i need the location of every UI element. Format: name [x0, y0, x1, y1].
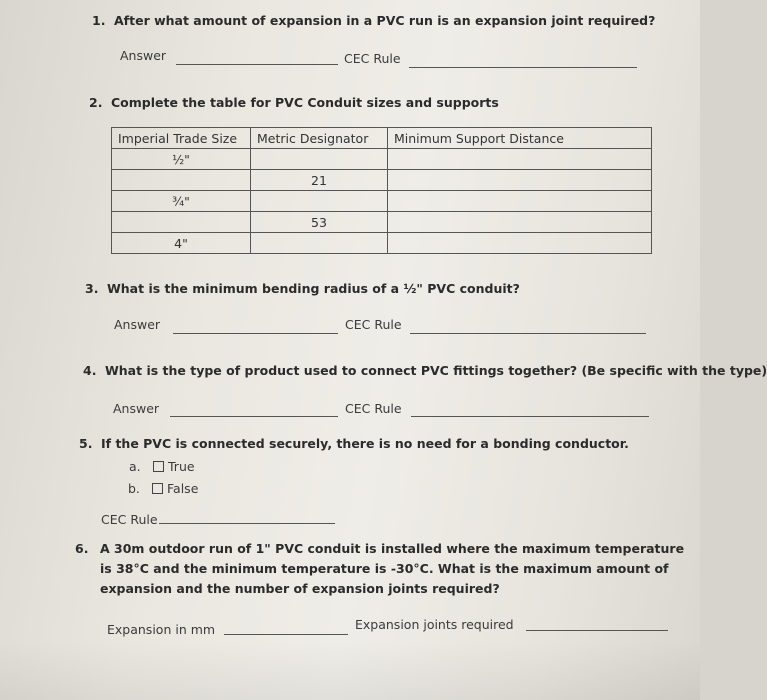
table-cell[interactable] [388, 233, 652, 254]
table-cell[interactable] [251, 233, 388, 254]
question-3-text: What is the minimum bending radius of a ½" PVC conduit? [107, 281, 520, 296]
question-2-number: 2. [89, 95, 103, 110]
q1-cec-label: CEC Rule [344, 51, 401, 66]
question-6-text: A 30m outdoor run of 1" PVC conduit is installed where the maximum temperature is 38°C and the minimum temperature is -30°C. What is the maximum amount of expansion and the number of expansion joints required? [100, 541, 685, 596]
table-cell[interactable] [388, 149, 652, 170]
question-6-number: 6. [75, 541, 89, 556]
conduit-support-table [111, 127, 652, 254]
q5-cec-label: CEC Rule [101, 512, 158, 527]
q3-cec-line[interactable] [410, 333, 646, 334]
table-cell[interactable]: ¾" [112, 191, 251, 212]
table-cell[interactable] [112, 170, 251, 191]
q6-joints-label: Expansion joints required [355, 617, 514, 632]
question-4 [83, 363, 767, 378]
table-cell[interactable] [251, 191, 388, 212]
table-cell[interactable]: 53 [251, 212, 388, 233]
header-minimum-support-distance: Minimum Support Distance [388, 128, 652, 149]
table-cell[interactable] [388, 191, 652, 212]
question-3 [85, 281, 520, 296]
question-6 [75, 539, 685, 599]
table-row [112, 191, 652, 212]
q5-cec-line[interactable] [159, 523, 335, 524]
question-3-number: 3. [85, 281, 99, 296]
header-metric-designator: Metric Designator [251, 128, 388, 149]
question-4-number: 4. [83, 363, 97, 378]
table-header-row [112, 128, 652, 149]
q5-option-b[interactable] [128, 481, 198, 496]
table-row [112, 170, 652, 191]
question-2-text: Complete the table for PVC Conduit sizes and supports [111, 95, 499, 110]
q5-option-b-letter: b. [128, 481, 140, 496]
table-row [112, 149, 652, 170]
table-row [112, 212, 652, 233]
checkbox-false[interactable] [152, 483, 163, 494]
q6-expansion-line[interactable] [224, 634, 348, 635]
q3-answer-label: Answer [114, 317, 161, 332]
question-4-text: What is the type of product used to connect PVC fittings together? (Be specific with the type) [105, 363, 767, 378]
q1-cec-line[interactable] [409, 67, 637, 68]
q6-joints-line[interactable] [526, 630, 668, 631]
table-cell[interactable]: 21 [251, 170, 388, 191]
question-5 [79, 436, 629, 451]
table-cell[interactable]: ½" [112, 149, 251, 170]
table-cell[interactable]: 4" [112, 233, 251, 254]
q5-option-a[interactable] [129, 459, 195, 474]
q5-option-a-letter: a. [129, 459, 141, 474]
question-2 [89, 95, 499, 110]
q5-option-a-label: True [168, 459, 195, 474]
question-1-text: After what amount of expansion in a PVC run is an expansion joint required? [114, 13, 656, 28]
q5-option-b-label: False [167, 481, 199, 496]
table-cell[interactable] [251, 149, 388, 170]
q1-answer-line[interactable] [176, 64, 338, 65]
q4-cec-label: CEC Rule [345, 401, 402, 416]
question-1 [92, 13, 655, 28]
q4-answer-line[interactable] [170, 416, 338, 417]
q4-answer-label: Answer [113, 401, 160, 416]
header-imperial-trade-size: Imperial Trade Size [112, 128, 251, 149]
checkbox-true[interactable] [153, 461, 164, 472]
question-5-number: 5. [79, 436, 93, 451]
question-5-text: If the PVC is connected securely, there is no need for a bonding conductor. [101, 436, 629, 451]
table-row [112, 233, 652, 254]
table-cell[interactable] [388, 212, 652, 233]
photo-shadow [0, 640, 700, 700]
q3-cec-label: CEC Rule [345, 317, 402, 332]
q3-answer-line[interactable] [173, 333, 338, 334]
table-cell[interactable] [388, 170, 652, 191]
table-cell[interactable] [112, 212, 251, 233]
q4-cec-line[interactable] [411, 416, 649, 417]
question-1-number: 1. [92, 13, 106, 28]
q1-answer-label: Answer [120, 48, 167, 63]
q6-expansion-label: Expansion in mm [107, 622, 216, 637]
